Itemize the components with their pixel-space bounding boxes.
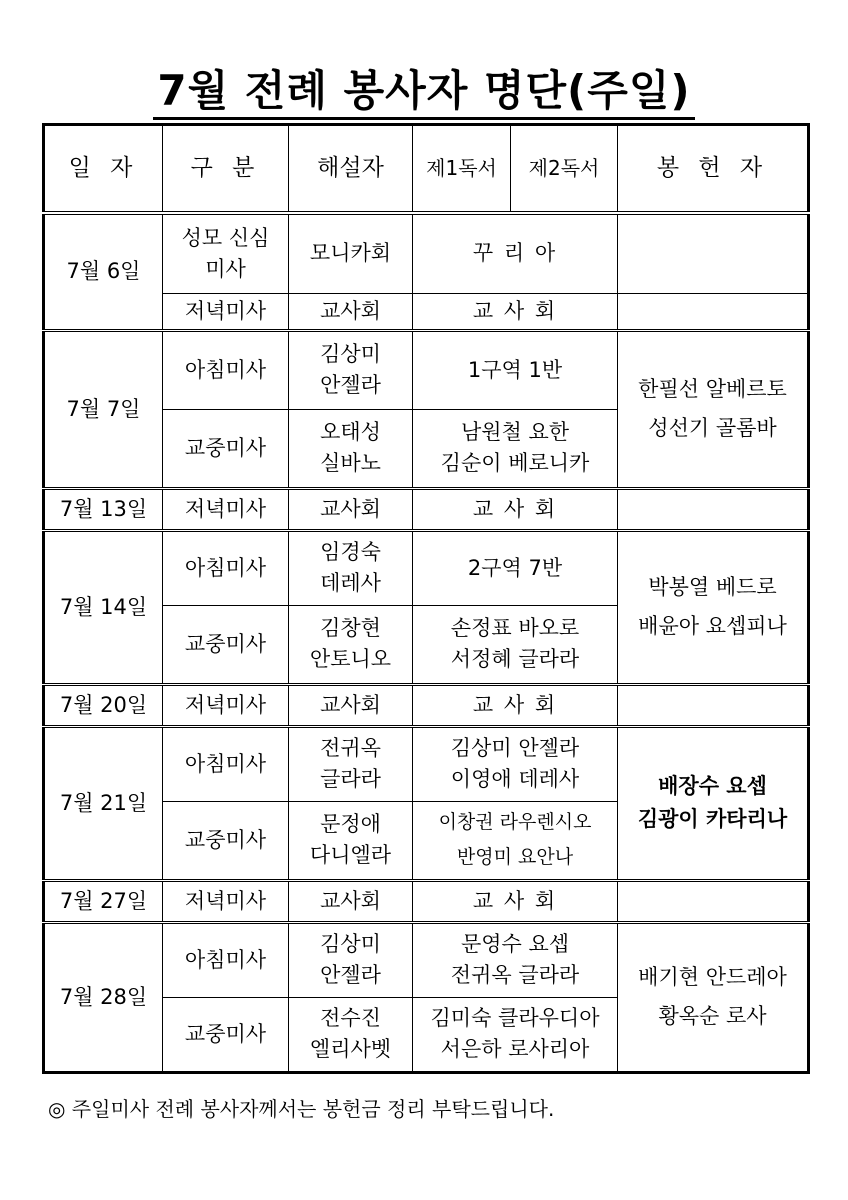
offering-line: 한필선 알베르토 xyxy=(638,377,787,401)
offering-line: 황옥순 로사 xyxy=(658,1004,767,1028)
header-row xyxy=(44,125,809,214)
commentator-cell: 모니카회 xyxy=(289,213,413,293)
date-cell: 7월 21일 xyxy=(44,726,163,880)
offering-cell xyxy=(618,293,809,330)
readers-line: 문영수 요셉 xyxy=(460,932,570,956)
readers-line: 이창권 라우렌시오 xyxy=(438,811,592,833)
commentator-line: 실바노 xyxy=(320,451,381,475)
table-row xyxy=(44,330,809,409)
commentator-cell xyxy=(289,801,413,880)
commentator-cell: 교사회 xyxy=(289,880,413,922)
readers-cell: 2구역 7반 xyxy=(413,530,618,605)
table-row xyxy=(44,726,809,801)
commentator-line: 김상미 xyxy=(320,342,381,366)
date-cell: 7월 7일 xyxy=(44,330,163,488)
commentator-line: 글라라 xyxy=(320,767,381,791)
category-cell: 아침미사 xyxy=(163,330,289,409)
table-row xyxy=(44,530,809,605)
offering-cell xyxy=(618,880,809,922)
readers-cell: 꾸 리 아 xyxy=(413,213,618,293)
readers-cell: 교 사 회 xyxy=(413,684,618,726)
category-cell: 아침미사 xyxy=(163,530,289,605)
readers-cell: 교 사 회 xyxy=(413,488,618,530)
table-row xyxy=(44,922,809,997)
page-title: 7월 전례 봉사자 명단(주일) xyxy=(0,58,848,118)
readers-cell xyxy=(413,997,618,1072)
readers-cell: 교 사 회 xyxy=(413,880,618,922)
readers-line: 손정표 바오로 xyxy=(450,616,580,640)
offering-line: 배기현 안드레아 xyxy=(638,965,787,989)
commentator-cell: 교사회 xyxy=(289,293,413,330)
schedule-table xyxy=(42,123,810,1074)
header-commentator: 해설자 xyxy=(289,125,413,214)
readers-cell: 교 사 회 xyxy=(413,293,618,330)
header-category: 구 분 xyxy=(163,125,289,214)
table-row xyxy=(44,213,809,293)
footer-note: ◎ 주일미사 전례 봉사자께서는 봉헌금 정리 부탁드립니다. xyxy=(48,1097,555,1121)
commentator-cell: 교사회 xyxy=(289,488,413,530)
readers-line: 김순이 베로니카 xyxy=(440,451,590,475)
readers-line: 서은하 로사리아 xyxy=(440,1037,590,1061)
commentator-cell xyxy=(289,530,413,605)
header-reader1: 제1독서 xyxy=(413,125,511,214)
offering-cell xyxy=(618,330,809,488)
category-line: 미사 xyxy=(205,256,246,281)
commentator-cell xyxy=(289,409,413,488)
date-cell: 7월 28일 xyxy=(44,922,163,1072)
readers-cell xyxy=(413,801,618,880)
offering-line: 박봉열 베드로 xyxy=(648,575,777,599)
offering-cell xyxy=(618,726,809,880)
commentator-cell xyxy=(289,997,413,1072)
commentator-line: 전귀옥 xyxy=(320,736,381,760)
commentator-cell: 교사회 xyxy=(289,684,413,726)
commentator-cell xyxy=(289,605,413,684)
header-date: 일 자 xyxy=(44,125,163,214)
table-row xyxy=(44,488,809,530)
offering-line: 성선기 골롬바 xyxy=(648,416,777,440)
offering-cell xyxy=(618,530,809,684)
readers-line: 남원철 요한 xyxy=(460,420,570,444)
commentator-line: 안젤라 xyxy=(320,963,381,987)
readers-line: 서정혜 글라라 xyxy=(450,647,580,671)
readers-line: 김상미 안젤라 xyxy=(450,736,580,760)
date-cell: 7월 14일 xyxy=(44,530,163,684)
commentator-line: 안토니오 xyxy=(309,647,392,671)
category-cell: 교중미사 xyxy=(163,997,289,1072)
category-cell: 저녁미사 xyxy=(163,488,289,530)
table-row xyxy=(44,684,809,726)
commentator-line: 엘리사벳 xyxy=(309,1037,392,1061)
category-cell: 아침미사 xyxy=(163,726,289,801)
date-cell: 7월 6일 xyxy=(44,213,163,330)
readers-cell xyxy=(413,409,618,488)
offering-line: 배장수 요셉 xyxy=(658,774,767,798)
schedule-table-wrapper xyxy=(42,123,807,1074)
readers-line: 전귀옥 글라라 xyxy=(450,963,580,987)
date-cell: 7월 13일 xyxy=(44,488,163,530)
category-cell: 저녁미사 xyxy=(163,684,289,726)
readers-line: 이영애 데레사 xyxy=(450,767,580,791)
readers-line: 반영미 요안나 xyxy=(456,846,574,868)
category-cell: 아침미사 xyxy=(163,922,289,997)
commentator-line: 김상미 xyxy=(320,932,381,956)
category-cell: 교중미사 xyxy=(163,605,289,684)
readers-cell: 1구역 1반 xyxy=(413,330,618,409)
commentator-line: 김창현 xyxy=(320,616,381,640)
category-cell: 교중미사 xyxy=(163,801,289,880)
commentator-line: 임경숙 xyxy=(320,540,381,564)
commentator-line: 전수진 xyxy=(320,1006,381,1030)
category-cell: 저녁미사 xyxy=(163,880,289,922)
readers-line: 김미숙 클라우디아 xyxy=(430,1006,600,1030)
category-cell: 저녁미사 xyxy=(163,293,289,330)
category-line: 성모 신심 xyxy=(181,225,270,250)
offering-cell xyxy=(618,684,809,726)
commentator-cell xyxy=(289,330,413,409)
commentator-cell xyxy=(289,922,413,997)
commentator-line: 오태성 xyxy=(320,420,381,444)
category-cell xyxy=(163,213,289,293)
commentator-line: 다니엘라 xyxy=(309,843,392,867)
commentator-line: 안젤라 xyxy=(320,373,381,397)
table-row xyxy=(44,880,809,922)
date-cell: 7월 27일 xyxy=(44,880,163,922)
offering-cell xyxy=(618,213,809,293)
offering-line: 김광이 카타리나 xyxy=(637,807,788,831)
readers-cell xyxy=(413,726,618,801)
offering-cell xyxy=(618,488,809,530)
header-offering: 봉 헌 자 xyxy=(618,125,809,214)
readers-cell xyxy=(413,605,618,684)
commentator-line: 데레사 xyxy=(320,571,381,595)
commentator-cell xyxy=(289,726,413,801)
date-cell: 7월 20일 xyxy=(44,684,163,726)
header-reader2: 제2독서 xyxy=(511,125,618,214)
readers-cell xyxy=(413,922,618,997)
offering-line: 배윤아 요셉피나 xyxy=(638,614,787,638)
category-cell: 교중미사 xyxy=(163,409,289,488)
commentator-line: 문정애 xyxy=(320,812,381,836)
offering-cell xyxy=(618,922,809,1072)
